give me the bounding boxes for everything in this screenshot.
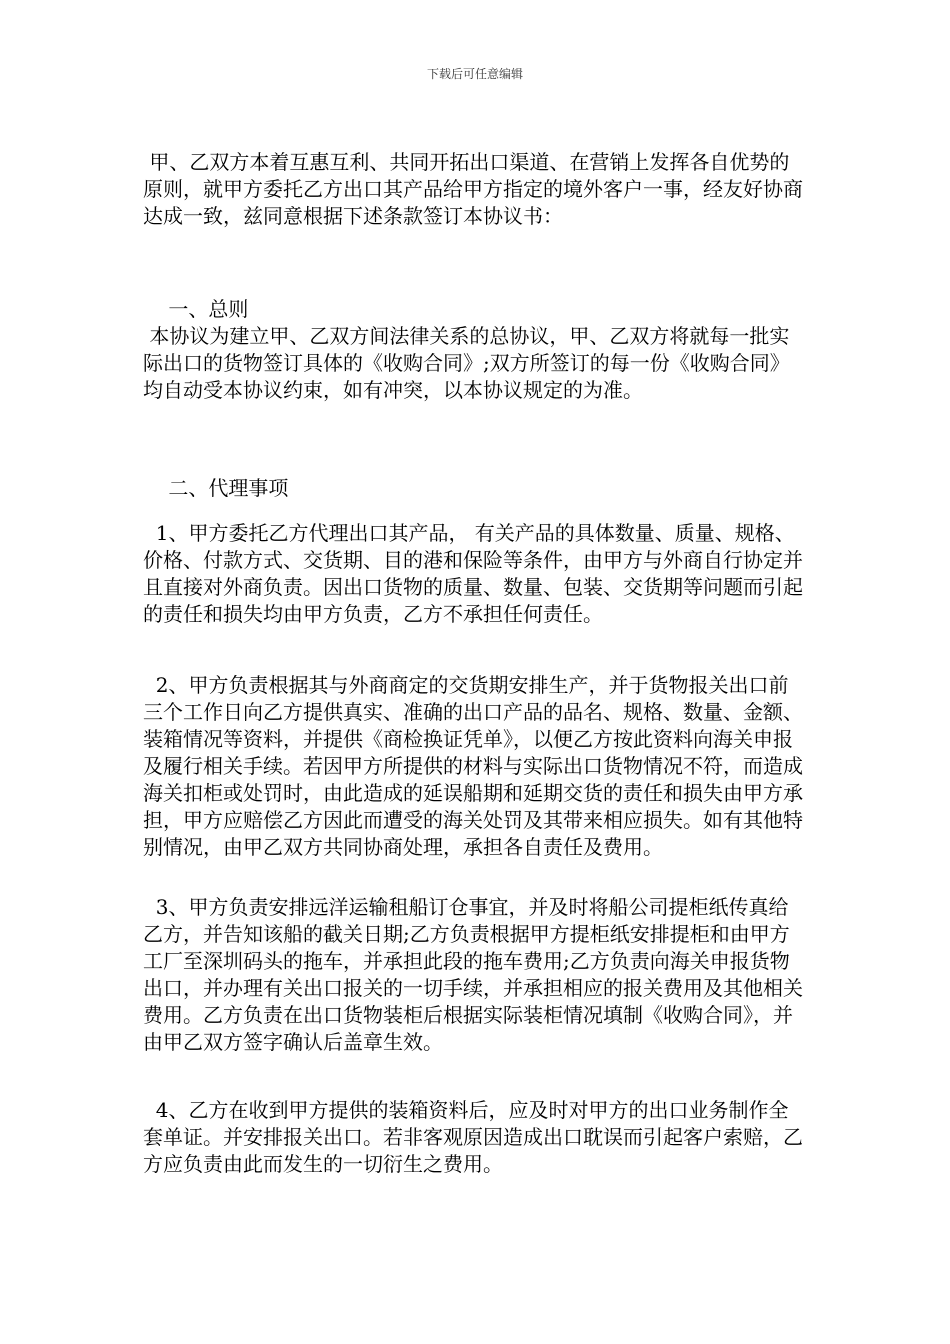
clause-2: 2、甲方负责根据其与外商商定的交货期安排生产，并于货物报关出口前三个工作日向乙方提供真实、准确的出口产品的品名、规格、数量、金额、装箱情况等资料，并提供《商检换证凭单》，以便乙方按此资料向海关申报及履行相关手续。若因甲方所提供的材料与实际出口货物情况不符，而造成海关扣柜或处罚时，由此造成的延误船期和延期交货的责任和损失由甲方承担，甲方应赔偿乙方因此而遭受的海关处罚及其带来相应损失。如有其他特别情况，由甲乙双方共同协商处理，承担各自责任及费用。 <box>143 673 803 859</box>
clause-4: 4、乙方在收到甲方提供的装箱资料后，应及时对甲方的出口业务制作全套单证。并安排报关出口。若非客观原因造成出口耽误而引起客户索赔，乙方应负责由此而发生的一切衍生之费用。 <box>143 1098 803 1176</box>
clause-3: 3、甲方负责安排远洋运输租船订仓事宜，并及时将船公司提柜纸传真给乙方，并告知该船的截关日期;乙方负责根据甲方提柜纸安排提柜和由甲方工厂至深圳码头的拖车，并承担此段的拖车费用;乙方负责向海关申报货物出口，并办理有关出口报关的一切手续，并承担相应的报关费用及其他相关费用。乙方负责在出口货物装柜后根据实际装柜情况填制《收购合同》，并由甲乙双方签字确认后盖章生效。 <box>143 895 803 1054</box>
header-note: 下载后可任意编辑 <box>426 67 523 81</box>
clause-1: 1、甲方委托乙方代理出口其产品， 有关产品的具体数量、质量、规格、价格、付款方式、交货期、目的港和保险等条件，由甲方与外商自行协定并且直接对外商负责。因出口货物的质量、数量、包装、交货期等问题而引起的责任和损失均由甲方负责，乙方不承担任何责任。 <box>143 521 803 626</box>
intro-paragraph: 甲、乙双方本着互惠互利、共同开拓出口渠道、在营销上发挥各自优势的原则，就甲方委托乙方出口其产品给甲方指定的境外客户一事，经友好协商达成一致，兹同意根据下述条款签订本协议书： <box>143 150 803 228</box>
section-1-heading: 一、总则 <box>143 297 249 321</box>
section-2-heading: 二、代理事项 <box>143 476 289 500</box>
section-1-body: 本协议为建立甲、乙双方间法律关系的总协议，甲、乙双方将就每一批实际出口的货物签订具体的《收购合同》;双方所签订的每一份《收购合同》均自动受本协议约束，如有冲突，以本协议规定的为准。 <box>143 324 790 402</box>
